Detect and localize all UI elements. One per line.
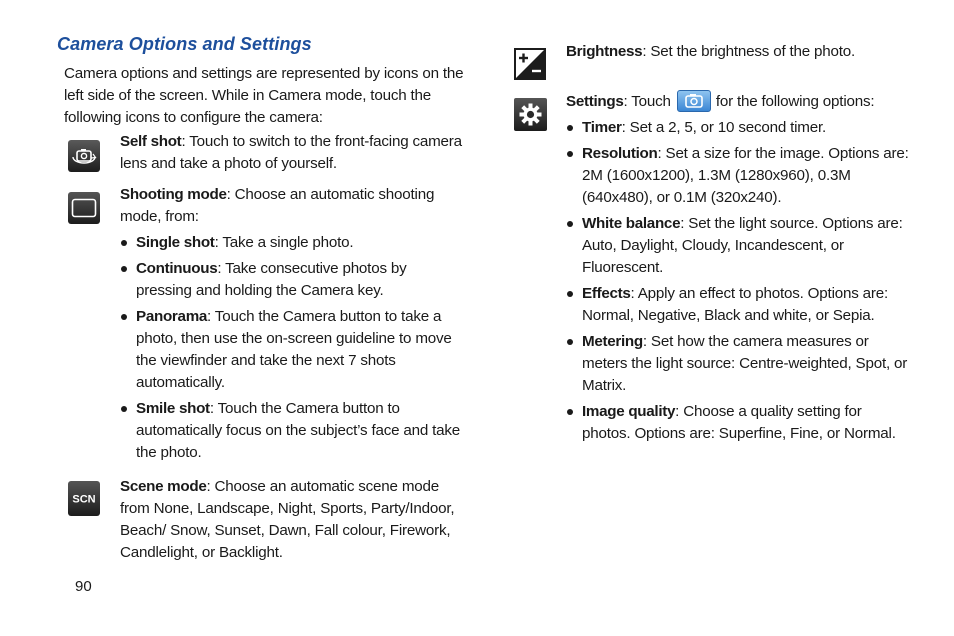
camera-icon xyxy=(677,90,711,112)
bullet-term: Smile shot xyxy=(136,400,210,417)
list-item xyxy=(120,232,465,254)
bullet-term: Image quality xyxy=(582,403,676,420)
entry-term: Shooting mode xyxy=(120,186,227,203)
bullet-desc: : Take a single photo. xyxy=(214,234,354,251)
list-item xyxy=(566,331,911,397)
bullet-term: White balance xyxy=(582,215,681,232)
list-item xyxy=(120,306,465,394)
shooting-mode-frame-icon xyxy=(68,192,100,224)
list-item xyxy=(566,283,911,327)
bullet-term: Timer xyxy=(582,119,622,136)
bullet-desc: : Set the light source. Options are: Auto, Daylight, Cloudy, Incandescent, or Fluorescent. xyxy=(582,215,903,276)
brightness-plus-minus-icon xyxy=(514,48,546,80)
bullet-desc: : Touch the Camera button to automatically focus on the subject’s face and take the photo. xyxy=(136,400,461,461)
bullet-term: Single shot xyxy=(136,234,215,251)
list-item xyxy=(566,117,911,139)
bullet-desc: : Take consecutive photos by pressing and holding the Camera key. xyxy=(136,260,407,299)
entry-shooting-mode xyxy=(120,184,465,464)
settings-options xyxy=(566,117,911,445)
shooting-mode-options xyxy=(120,232,465,464)
list-item xyxy=(120,398,465,464)
bullet-term: Panorama xyxy=(136,308,208,325)
list-item xyxy=(120,258,465,302)
bullet-term: Metering xyxy=(582,333,643,350)
entry-term: Settings xyxy=(566,93,624,110)
section-title: Camera Options and Settings xyxy=(57,34,312,54)
list-item xyxy=(566,401,911,445)
bullet-desc: : Set how the camera measures or meters the light source: Centre-weighted, Spot, or Matrix. xyxy=(582,333,908,394)
entry-desc-after: for the following options: xyxy=(715,93,875,110)
entry-term: Scene mode xyxy=(120,478,207,495)
bullet-desc: : Set a size for the image. Options are: 2M (1600x1200), 1.3M (1280x960), 0.3M (640x480), or 0.1M (320x240). xyxy=(582,145,909,206)
entry-desc: : Choose an automatic scene mode from None, Landscape, Night, Sports, Party/Indoor, Beach/ Snow, Sunset, Dawn, Fall colour, Firework, Candlelight, or Backlight. xyxy=(120,478,455,561)
bullet-term: Resolution xyxy=(582,145,658,162)
bullet-term: Effects xyxy=(582,285,631,302)
intro-paragraph: Camera options and settings are represented by icons on the left side of the screen. While in Camera mode, touch the following icons to configure the camera: xyxy=(64,65,464,126)
entry-self-shot xyxy=(120,131,465,175)
bullet-desc: : Set a 2, 5, or 10 second timer. xyxy=(621,119,827,136)
entry-desc: : Touch xyxy=(623,93,671,110)
entry-settings xyxy=(566,90,911,445)
entry-term: Brightness xyxy=(566,43,643,60)
bullet-desc: : Touch the Camera button to take a photo, then use the on-screen guideline to move the viewfinder and take the next 7 shots automatically. xyxy=(136,308,452,391)
scene-mode-scn-icon xyxy=(68,481,100,516)
page-number: 90 xyxy=(75,578,92,595)
entry-desc: : Touch to switch to the front-facing camera lens and take a photo of yourself. xyxy=(120,133,462,172)
bullet-term: Continuous xyxy=(136,260,218,277)
scn-label: SCN xyxy=(72,493,96,506)
entry-desc: : Set the brightness of the photo. xyxy=(642,43,856,60)
entry-desc: : Choose an automatic shooting mode, from: xyxy=(120,186,435,225)
entry-scene-mode xyxy=(120,476,465,564)
self-shot-camera-icon xyxy=(68,140,100,172)
settings-gear-icon xyxy=(514,98,547,131)
list-item xyxy=(566,143,911,209)
bullet-desc: : Choose a quality setting for photos. Options are: Superfine, Fine, or Normal. xyxy=(582,403,896,442)
entry-term: Self shot xyxy=(120,133,182,150)
entry-brightness xyxy=(566,41,911,63)
bullet-desc: : Apply an effect to photos. Options are: Normal, Negative, Black and white, or Sepia. xyxy=(582,285,889,324)
list-item xyxy=(566,213,911,279)
